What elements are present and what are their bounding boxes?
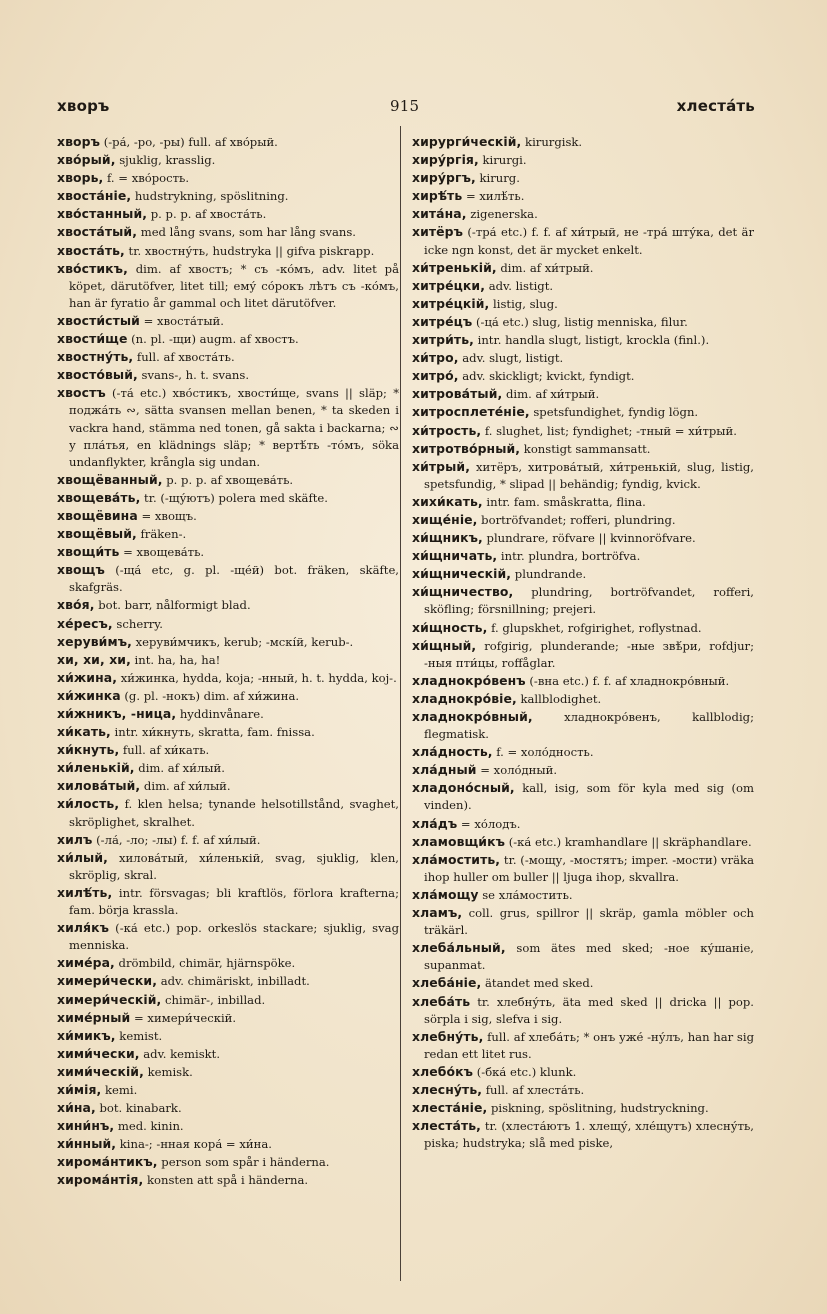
entry-headword: хи́жинка — [57, 687, 121, 703]
entry-headword: хлебо́къ — [412, 1063, 474, 1079]
entry-headword: хи, хи, хи, — [57, 651, 131, 667]
entry-definition: dim. af хи́трый. — [496, 260, 594, 275]
running-head-left: хворъ — [57, 97, 110, 115]
entry-definition: intr. хи́кнуть, skratta, fam. fnissa. — [110, 725, 315, 740]
dictionary-entry — [57, 169, 399, 187]
entry-headword: хво́я, — [57, 597, 95, 613]
dictionary-entry — [57, 1063, 399, 1081]
entry-definition: intr. handla slugt, listigt, krockla (finl.). — [473, 333, 710, 348]
dictionary-entry — [412, 133, 754, 151]
entry-headword: химе́рный — [57, 1009, 131, 1025]
entry-definition: (n. pl. -щи) augm. af хвостъ. — [127, 332, 299, 347]
entry-definition: f. slughet, list; fyndighet; -тный = хи́трый. — [481, 423, 737, 438]
entry-definition: (-ка́ etc.) kramhandlare || skräphandlare. — [505, 834, 752, 849]
entry-headword: хлеста́ніе, — [412, 1100, 488, 1116]
entry-definition: intr. fam. småskratta, flina. — [482, 494, 646, 509]
entry-headword: хладнокро́вный, — [412, 709, 533, 724]
entry-headword: хиля́къ — [57, 920, 110, 936]
entry-definition: хитёръ, хитрова́тый, хи́тренькій, slug, listig, spetsfundig, * slipad || behändig; fyndig, kvick. — [424, 459, 754, 491]
entry-headword: хлеста́ть, — [412, 1118, 481, 1134]
entry-headword: хвощёвина — [57, 507, 138, 523]
dictionary-entry — [412, 761, 754, 779]
dictionary-entry — [412, 205, 754, 223]
dictionary-entry — [412, 440, 754, 458]
entry-headword: хирома́нтикъ, — [57, 1154, 158, 1170]
dictionary-entry — [57, 1153, 399, 1171]
entry-definition: = хилѣ́ть. — [462, 189, 525, 204]
entry-headword: хи́тро, — [412, 350, 459, 366]
dictionary-entry — [57, 705, 399, 723]
entry-definition: kallblodighet. — [516, 691, 602, 706]
entry-headword: хитрова́тый, — [412, 386, 503, 402]
entry-definition: som ätes med sked; -ное ку́шаніе, supanmat. — [424, 941, 754, 973]
dictionary-entry — [57, 777, 399, 795]
entry-definition: drömbild, chimär, hjärnspöke. — [114, 956, 296, 971]
dictionary-entry — [57, 1171, 399, 1189]
entry-headword: хвоста́ніе, — [57, 188, 132, 204]
entry-definition: (-ща́ etc, g. pl. -ще́й) bot. fräken, skäfte, skafgräs. — [69, 563, 399, 595]
entry-headword: хиру́ргъ, — [412, 170, 476, 186]
entry-headword: хище́ніе, — [412, 511, 478, 527]
dictionary-entry — [412, 331, 754, 349]
dictionary-entry — [57, 507, 399, 525]
entry-definition: coll. grus, spillror || skräp, gamla möbler och träkärl. — [424, 906, 754, 938]
running-head-right: хлеста́ть — [676, 97, 755, 115]
entry-headword: хирома́нтія, — [57, 1172, 144, 1188]
entry-definition: kirurgi. — [478, 153, 527, 168]
dictionary-entry — [412, 583, 754, 618]
entry-definition: (-ца́ etc.) slug, listig menniska, filur. — [472, 314, 688, 329]
dictionary-entry — [57, 849, 399, 884]
dictionary-entry — [57, 687, 399, 705]
dictionary-entry — [57, 954, 399, 972]
entry-definition: dim. af хи́трый. — [502, 387, 600, 402]
entry-headword: хилова́тый, — [57, 778, 141, 794]
dictionary-entry — [57, 1081, 399, 1099]
dictionary-entry — [412, 743, 754, 761]
entry-definition: adv. listigt. — [485, 278, 554, 293]
entry-headword: хилъ — [57, 831, 93, 847]
dictionary-entry — [412, 295, 754, 313]
entry-headword: хвостну́ть, — [57, 349, 134, 365]
dictionary-entry — [412, 619, 754, 637]
entry-definition: full. af хвоста́ть. — [133, 350, 235, 365]
entry-headword: хи́щный, — [412, 637, 477, 653]
dictionary-entry — [412, 169, 754, 187]
dictionary-entry — [57, 1099, 399, 1117]
dictionary-entry — [412, 458, 754, 493]
dictionary-entry — [57, 330, 399, 348]
dictionary-entry — [412, 367, 754, 385]
dictionary-entry — [57, 759, 399, 777]
dictionary-entry — [57, 741, 399, 759]
entry-definition: spetsfundighet, fyndig lögn. — [529, 405, 699, 420]
entry-headword: хламовщи́къ — [412, 833, 506, 849]
entry-definition: f. klen helsa; tynande helsotillstånd, svaghet, skröplighet, skralhet. — [69, 797, 399, 829]
entry-headword: хвости́стый — [57, 312, 140, 328]
dictionary-entry — [412, 637, 754, 672]
dictionary-entry — [412, 547, 754, 565]
dictionary-entry — [412, 886, 754, 904]
entry-definition: bortröfvandet; rofferi, plundring. — [477, 512, 676, 527]
entry-headword: хладоно́сный, — [412, 780, 515, 796]
dictionary-entry — [57, 205, 399, 223]
entry-definition: se хла́мостить. — [478, 887, 573, 902]
entry-headword: хвостъ — [57, 385, 106, 401]
entry-definition: = хвощева́ть. — [119, 545, 205, 560]
entry-definition: plundring, bortröfvandet, rofferi, sköfling; försnillning; prejeri. — [424, 585, 754, 617]
entry-definition: = хо́лодъ. — [457, 816, 521, 831]
entry-headword: хими́ческій, — [57, 1063, 144, 1079]
entry-headword: хитросплете́ніе, — [412, 404, 530, 420]
entry-definition: listig, slug. — [489, 296, 558, 311]
entry-headword: хи́тренькій, — [412, 259, 497, 275]
entry-headword: хими́чески, — [57, 1045, 140, 1061]
entry-headword: хи́кнуть, — [57, 742, 120, 758]
entry-definition: dim. af хвостъ; * съ -ко́мъ, adv. litet på köpet, därutöfver, litet till; ему́ со́рокъ лѣтъ съ -ко́мъ, han är fyratio år gammal och litet därutöfver. — [69, 261, 399, 310]
dictionary-entry — [412, 151, 754, 169]
entry-definition: херуви́мчикъ, kerub; -мскі́й, kerub-. — [131, 634, 354, 649]
entry-headword: хитротво́рный, — [412, 440, 521, 456]
entry-definition: plundrare, röfvare || kvinnoröfvare. — [482, 531, 696, 546]
dictionary-entry — [412, 1081, 754, 1099]
entry-headword: хлеба́ть — [412, 993, 471, 1009]
entry-headword: хитре́цъ — [412, 313, 473, 329]
dictionary-entry — [57, 972, 399, 990]
dictionary-entry — [412, 493, 754, 511]
dictionary-entry — [57, 561, 399, 596]
entry-headword: хла́дный — [412, 762, 477, 778]
entry-headword: хвосто́вый, — [57, 367, 138, 383]
entry-headword: хи́трость, — [412, 422, 482, 438]
entry-definition: (-тра́ etc.) f. f. af хи́трый, не -тра́ шту́ка, det är icke ngn konst, det är mycket enkelt. — [424, 225, 754, 257]
entry-definition: dim. af хи́лый. — [134, 761, 225, 776]
dictionary-entry — [412, 422, 754, 440]
entry-headword: химери́чески, — [57, 973, 158, 989]
dictionary-entry — [57, 1009, 399, 1027]
entry-headword: хирѣ́ть — [412, 188, 463, 204]
dictionary-entry — [412, 403, 754, 421]
dictionary-entry — [412, 529, 754, 547]
entry-definition: хилова́тый, хи́ленькій, svag, sjuklig, klen, skröplig, skral. — [69, 850, 399, 882]
entry-headword: хитро́, — [412, 368, 459, 384]
entry-headword: хитри́ть, — [412, 332, 474, 348]
dictionary-entry — [57, 884, 399, 919]
entry-headword: хвоста́ть, — [57, 242, 125, 258]
dictionary-entry — [412, 833, 754, 851]
entry-headword: хво́рый, — [57, 152, 116, 168]
entry-headword: хвощева́ть, — [57, 489, 141, 505]
dictionary-entry — [412, 223, 754, 258]
entry-headword: хладнокро́венъ — [412, 672, 526, 688]
dictionary-entry — [57, 525, 399, 543]
dictionary-entry — [57, 615, 399, 633]
entry-definition: dim. af хи́лый. — [140, 779, 231, 794]
dictionary-entry — [57, 312, 399, 330]
dictionary-entry — [412, 259, 754, 277]
entry-definition: tr. (-мощу, -мостятъ; imper. -мости) vräka ihop huller om buller || ljuga ihop, skvallra. — [424, 852, 754, 884]
entry-definition: (-ра́, -ро, -ры) full. af хво́рый. — [100, 135, 278, 149]
entry-definition: full. af хи́кать. — [119, 743, 210, 758]
entry-headword: хи́на, — [57, 1100, 96, 1116]
entry-definition: (-та́ etc.) хво́стикъ, хвости́ще, svans || släp; * поджа́ть ∾, sätta svansen mellan benen, * ta skeden i vackra hand, stämma ned tonen, gå sakta i backarna; ∾ у пла́тья, en klädnings släp; * вертѣ́ть -то́мъ, söka undanflykter, krångla sig undan. — [69, 386, 399, 469]
dictionary-entry — [412, 313, 754, 331]
entry-definition: хи́жинка, hydda, koja; -нный, h. t. hydda, koj-. — [117, 670, 397, 685]
entry-definition: kemisk. — [143, 1064, 193, 1079]
dictionary-entry — [57, 1135, 399, 1153]
entry-headword: хини́нъ, — [57, 1118, 115, 1134]
entry-definition: (g. pl. -нокъ) dim. af хи́жина. — [120, 688, 300, 703]
entry-headword: хи́нный, — [57, 1136, 117, 1152]
entry-headword: хи́жина, — [57, 669, 118, 685]
entry-definition: piskning, spöslitning, hudstryckning. — [487, 1101, 709, 1116]
dictionary-entry — [57, 919, 399, 954]
dictionary-entry — [57, 348, 399, 366]
entry-headword: хво́стикъ, — [57, 260, 128, 276]
entry-definition: hudstrykning, spöslitning. — [131, 189, 289, 204]
dictionary-entry — [412, 672, 754, 690]
entry-definition: zigenerska. — [466, 207, 538, 222]
dictionary-entry — [57, 831, 399, 849]
entry-definition: (-вна etc.) f. f. af хладнокро́вный. — [525, 673, 730, 688]
entry-definition: fräken-. — [136, 527, 187, 542]
dictionary-entry — [57, 669, 399, 687]
entry-headword: химе́ра, — [57, 955, 115, 971]
dictionary-entry — [57, 596, 399, 614]
dictionary-entry — [57, 366, 399, 384]
entry-definition: bot. barr, nålformigt blad. — [94, 598, 251, 613]
entry-headword: хламъ, — [412, 905, 463, 921]
dictionary-entry — [412, 974, 754, 992]
entry-headword: хлесну́ть, — [412, 1081, 483, 1097]
entry-definition: konstigt sammansatt. — [520, 441, 651, 456]
dictionary-entry — [57, 1027, 399, 1045]
dictionary-entry — [412, 708, 754, 743]
entry-definition: kina-; -нная кора́ = хи́на. — [116, 1137, 272, 1152]
entry-headword: хитре́цки, — [412, 277, 486, 293]
entry-headword: хи́микъ, — [57, 1027, 116, 1043]
entry-definition: p. p. p. af хвощева́ть. — [162, 472, 294, 487]
entry-headword: хи́щничество, — [412, 584, 514, 600]
dictionary-entry — [412, 1063, 754, 1081]
entry-headword: хворъ — [57, 134, 101, 149]
right-column — [412, 133, 754, 1283]
entry-definition: full. af хлеба́ть; * онъ уже́ -ну́лъ, han har sig redan ett litet rus. — [424, 1029, 754, 1061]
entry-headword: хлеба́льный, — [412, 940, 506, 956]
entry-definition: = хвощъ. — [137, 508, 197, 523]
dictionary-entry — [412, 993, 754, 1028]
dictionary-entry — [412, 779, 754, 814]
dictionary-entry — [412, 349, 754, 367]
left-column — [57, 133, 399, 1283]
entry-definition: rofgirig, plunderande; -ные звѣ́ри, rofdjur; -ныя пти́цы, roffåglar. — [424, 638, 754, 670]
dictionary-entry — [412, 511, 754, 529]
dictionary-entry — [412, 385, 754, 403]
entry-definition: tr. хлебну́ть, äta med sked || dricka || pop. sörpla i sig, slefva i sig. — [424, 994, 754, 1026]
entry-headword: хла́дность, — [412, 744, 493, 760]
entry-headword: хла́мостить, — [412, 851, 501, 867]
entry-definition: хладнокро́венъ, kallblodig; flegmatisk. — [424, 710, 754, 742]
entry-definition: chimär-, inbillad. — [161, 992, 266, 1007]
entry-definition: full. af хлеста́ть. — [482, 1082, 585, 1097]
dictionary-entry — [57, 187, 399, 205]
entry-definition: tr. (-щу́ютъ) polera med skäfte. — [140, 490, 328, 505]
entry-definition: (-ла́, -ло; -лы) f. f. af хи́лый. — [92, 832, 261, 847]
entry-definition: adv. chimäriskt, inbilladt. — [157, 974, 310, 989]
entry-headword: хи́щникъ, — [412, 530, 483, 546]
entry-definition: kall, isig, som för kyla med sig (om vinden). — [424, 781, 754, 813]
entry-headword: хитёръ — [412, 224, 464, 240]
entry-definition: intr. försvagas; bli kraftlös, förlora krafterna; fam. börja krassla. — [69, 885, 399, 918]
dictionary-entry — [412, 1117, 754, 1152]
entry-headword: химери́ческій, — [57, 991, 162, 1007]
column-divider — [400, 126, 401, 1281]
entry-headword: хита́на, — [412, 206, 467, 222]
entry-definition: kemi. — [101, 1082, 138, 1097]
entry-definition: p. p. p. af хвоста́ть. — [147, 207, 267, 222]
entry-headword: хла́мощу — [412, 886, 479, 902]
dictionary-entry — [412, 904, 754, 939]
entry-definition: med. kinin. — [114, 1119, 184, 1134]
dictionary-entry — [412, 939, 754, 974]
dictionary-entry — [412, 565, 754, 583]
dictionary-entry — [57, 795, 399, 830]
entry-headword: хи́щническій, — [412, 566, 512, 582]
dictionary-entry — [57, 133, 399, 151]
entry-headword: хла́дъ — [412, 815, 458, 831]
entry-headword: хвощи́ть — [57, 544, 120, 560]
entry-headword: хлеба́ніе, — [412, 975, 482, 991]
entry-definition: person som spår i händerna. — [157, 1155, 330, 1170]
dictionary-entry — [57, 260, 399, 312]
dictionary-entry — [412, 690, 754, 708]
dictionary-entry — [57, 991, 399, 1009]
entry-definition: adv. skickligt; kvickt, fyndigt. — [458, 369, 635, 384]
entry-definition: f. glupskhet, rofgirighet, roflystnad. — [487, 620, 702, 635]
entry-headword: хвощёвый, — [57, 526, 137, 542]
entry-definition: med lång svans, som har lång svans. — [137, 225, 356, 240]
entry-headword: хиру́ргія, — [412, 152, 479, 168]
page-number: 915 — [390, 97, 420, 115]
entry-definition: plundrande. — [511, 567, 587, 582]
entry-headword: хи́трый, — [412, 458, 471, 474]
entry-definition: = хвоста́тый. — [139, 313, 224, 328]
entry-definition: kirurg. — [475, 171, 520, 186]
entry-headword: хи́жникъ, -ница, — [57, 706, 177, 721]
dictionary-entry — [412, 1099, 754, 1117]
entry-definition: ätandet med sked. — [481, 976, 594, 991]
entry-definition: = холо́дный. — [476, 763, 558, 778]
entry-definition: f. = хво́рость. — [103, 171, 190, 186]
entry-definition: (-ка́ etc.) pop. orkeslös stackare; sjuklig, svag menniska. — [69, 921, 399, 953]
entry-headword: хво́станный, — [57, 206, 148, 222]
entry-definition: svans-, h. t. svans. — [137, 368, 250, 383]
entry-definition: kirurgisk. — [521, 135, 583, 149]
dictionary-entry — [57, 633, 399, 651]
entry-headword: хе́ресъ, — [57, 615, 113, 631]
entry-definition: kemist. — [115, 1028, 163, 1043]
entry-headword: хладнокро́віе, — [412, 690, 517, 706]
entry-definition: tr. (хлеста́ютъ 1. хлещу́, хле́щутъ) хлесну́ть, piska; hudstryka; slå med piske, — [424, 1119, 754, 1151]
entry-headword: хвощёванный, — [57, 471, 163, 487]
entry-definition: adv. kemiskt. — [139, 1046, 221, 1061]
entry-headword: хворь, — [57, 170, 104, 186]
dictionary-entry — [412, 277, 754, 295]
dictionary-entry — [57, 242, 399, 260]
entry-definition: sjuklig, krasslig. — [115, 153, 216, 168]
dictionary-entry — [57, 471, 399, 489]
entry-headword: хилѣ́ть, — [57, 884, 113, 900]
entry-headword: херуви́мъ, — [57, 633, 132, 649]
entry-definition: konsten att spå i händerna. — [143, 1173, 309, 1188]
entry-headword: хирурги́ческій, — [412, 134, 522, 149]
dictionary-entry — [57, 1045, 399, 1063]
dictionary-entry — [57, 651, 399, 669]
entry-headword: хи́щничать, — [412, 548, 498, 564]
entry-headword: хи́лый, — [57, 849, 108, 865]
dictionary-entry — [412, 1028, 754, 1063]
entry-definition: tr. хвостну́ть, hudstryka || gifva piskrapp. — [124, 243, 375, 258]
dictionary-entry — [412, 815, 754, 833]
entry-headword: хихи́кать, — [412, 493, 483, 509]
entry-definition: int. ha, ha, ha! — [130, 652, 221, 667]
entry-headword: хитре́цкій, — [412, 295, 490, 311]
entry-headword: хи́мія, — [57, 1081, 102, 1097]
dictionary-entry — [412, 851, 754, 886]
entry-definition: bot. kinabark. — [95, 1101, 182, 1116]
dictionary-entry — [57, 1117, 399, 1135]
entry-headword: хвощъ — [57, 562, 105, 578]
dictionary-entry — [57, 223, 399, 241]
entry-definition: adv. slugt, listigt. — [458, 351, 564, 366]
entry-headword: хи́лость, — [57, 796, 120, 812]
dictionary-entry — [57, 151, 399, 169]
dictionary-entry — [57, 489, 399, 507]
dictionary-entry — [57, 543, 399, 561]
entry-headword: хлебну́ть, — [412, 1028, 484, 1044]
entry-definition: hyddinvånare. — [176, 707, 264, 721]
entry-headword: хи́ленькій, — [57, 760, 135, 776]
entry-definition: = химери́ческій. — [130, 1010, 237, 1025]
entry-definition: f. = холо́дность. — [492, 745, 594, 760]
entry-definition: (-бка́ etc.) klunk. — [473, 1064, 577, 1079]
entry-definition: intr. plundra, bortröfva. — [497, 549, 641, 564]
entry-headword: хвости́ще — [57, 331, 128, 347]
dictionary-entry — [57, 384, 399, 470]
entry-headword: хи́кать, — [57, 724, 111, 740]
dictionary-entry — [57, 723, 399, 741]
entry-headword: хвоста́тый, — [57, 224, 138, 240]
dictionary-entry — [412, 187, 754, 205]
entry-headword: хи́щность, — [412, 619, 488, 635]
entry-definition: scherry. — [112, 616, 163, 631]
